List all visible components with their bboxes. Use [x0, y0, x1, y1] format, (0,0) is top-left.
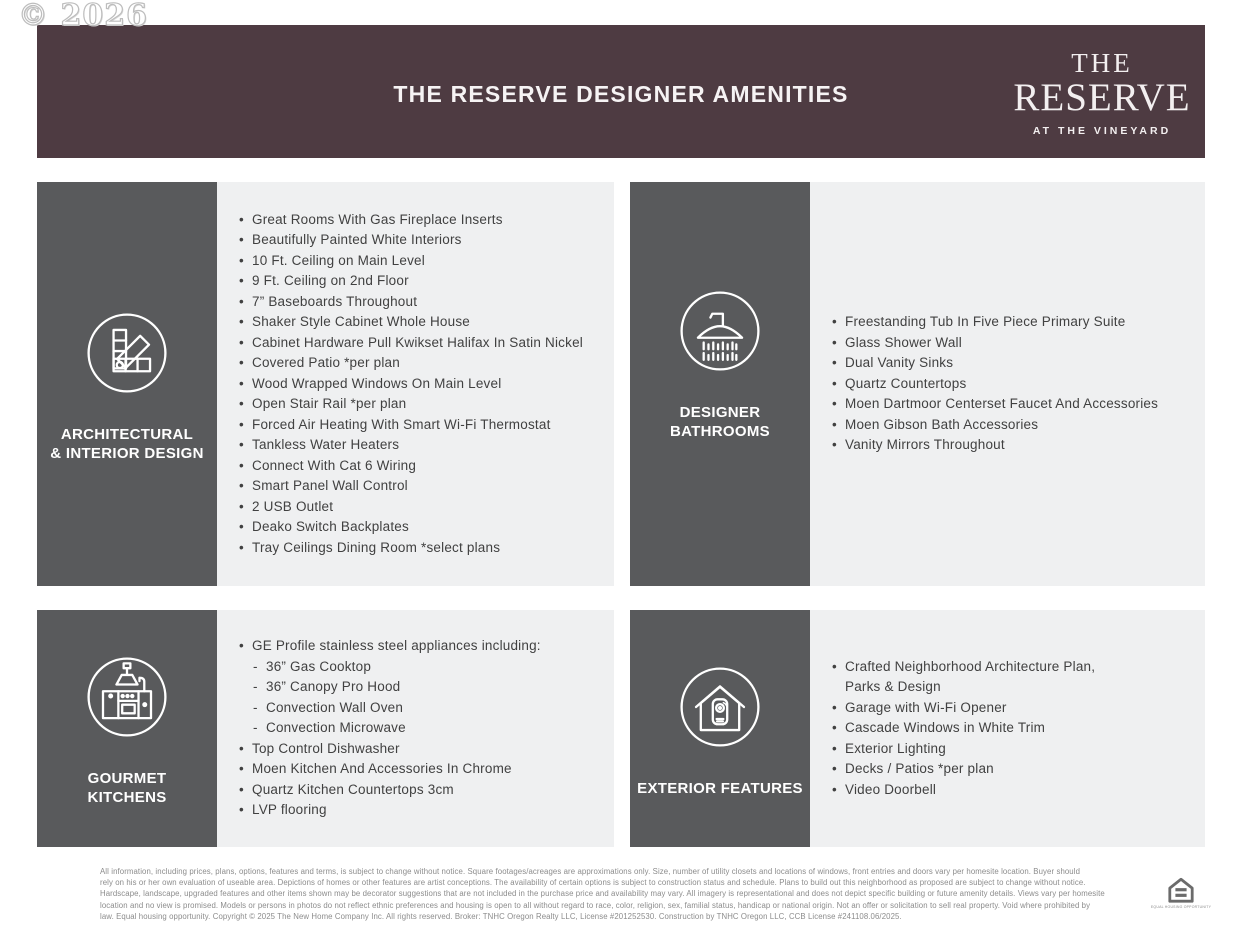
bullet-marker: • [239, 437, 244, 453]
list-item [832, 394, 1205, 415]
list-item [832, 759, 1205, 780]
list-item [239, 780, 614, 801]
list-item-text: Smart Panel Wall Control [252, 478, 408, 494]
bullet-marker: • [832, 437, 837, 453]
list-item-text: Video Doorbell [845, 781, 937, 797]
section-title-line: GOURMET [87, 770, 167, 788]
amenity-list [239, 636, 614, 821]
bullet-marker: • [239, 252, 244, 268]
bullet-marker: - [253, 658, 258, 674]
amenity-list [239, 210, 614, 559]
amenity-list [832, 657, 1205, 801]
bullet-marker: • [239, 375, 244, 391]
section-title [670, 404, 770, 442]
list-item [832, 698, 1205, 719]
section-title-line: ARCHITECTURAL [60, 425, 194, 443]
bullet-marker: • [832, 355, 837, 371]
list-item-text: 2 USB Outlet [252, 498, 334, 514]
list-item [832, 312, 1205, 333]
list-item [239, 374, 614, 395]
list-item-text: Deako Switch Backplates [252, 519, 409, 535]
amenity-list [832, 312, 1205, 456]
list-item-text: Tray Ceilings Dining Room *select plans [252, 539, 501, 555]
list-item-text: 9 Ft. Ceiling on 2nd Floor [252, 273, 409, 289]
section-title-line: BATHROOMS [670, 422, 770, 440]
house-doorbell-icon [672, 659, 768, 755]
list-item-text: Moen Kitchen And Accessories In Chrome [252, 761, 512, 777]
list-item [239, 312, 614, 333]
logo-line-reserve: RESERVE [1013, 76, 1191, 120]
list-item-text: Connect With Cat 6 Wiring [252, 457, 417, 473]
list-item-text: LVP flooring [252, 802, 327, 818]
list-item-text: Garage with Wi-Fi Opener [845, 699, 1007, 715]
list-item [239, 657, 614, 678]
kitchen-range-icon [79, 649, 175, 745]
section-title [87, 770, 166, 808]
list-item-text: Crafted Neighborhood Architecture Plan, Parks & Design [845, 658, 1096, 695]
bullet-marker: • [239, 761, 244, 777]
list-item [239, 333, 614, 354]
bullet-marker: • [832, 314, 837, 330]
list-item [239, 517, 614, 538]
bullet-marker: • [832, 375, 837, 391]
section-title-line: EXTERIOR FEATURES [637, 779, 803, 797]
bullet-marker: • [239, 416, 244, 432]
bullet-marker: • [832, 781, 837, 797]
list-item-text: Moen Dartmoor Centerset Faucet And Accessories [845, 396, 1159, 412]
list-item-text: Freestanding Tub In Five Piece Primary Suite [845, 314, 1126, 330]
logo-line-the: THE [1071, 48, 1133, 78]
list-item [239, 476, 614, 497]
section-label-panel [630, 610, 810, 847]
list-item-text: Vanity Mirrors Throughout [845, 437, 1005, 453]
list-item-text: Glass Shower Wall [845, 334, 962, 350]
list-item [239, 353, 614, 374]
list-item [239, 415, 614, 436]
list-item-text: Great Rooms With Gas Fireplace Inserts [252, 211, 503, 227]
disclaimer [100, 866, 1152, 922]
list-item-text: 36” Canopy Pro Hood [266, 679, 401, 695]
list-item [239, 800, 614, 821]
header-banner [37, 25, 1205, 158]
bullet-marker: • [239, 802, 244, 818]
section-exterior-features [630, 610, 1205, 847]
bullet-marker: • [239, 498, 244, 514]
list-item [239, 456, 614, 477]
bullet-marker: • [239, 457, 244, 473]
list-item-text: Shaker Style Cabinet Whole House [252, 314, 471, 330]
bullet-marker: • [239, 638, 244, 654]
list-item-text: Convection Wall Oven [266, 699, 404, 715]
section-title-line: KITCHENS [87, 789, 167, 806]
list-item [239, 251, 614, 272]
section-gourmet-kitchens [37, 610, 614, 847]
bullet-marker: - [253, 720, 258, 736]
bullet-marker: • [239, 293, 244, 309]
list-item [832, 739, 1205, 760]
section-content [217, 182, 614, 586]
list-item-text: Open Stair Rail *per plan [252, 396, 407, 412]
bullet-marker: • [832, 396, 837, 412]
equal-housing-house-icon [1166, 876, 1196, 904]
bullet-marker: - [253, 699, 258, 715]
disclaimer-line: location and no view is promised. Models or persons in photos do not reflect ethnic preferences and housing is open to all without regard to race, color, religion, sex, familial status, handicap or national origin. Not an offer or solicitation to sell real property. Void where prohibited by [100, 900, 1091, 910]
bullet-marker: • [832, 334, 837, 350]
bullet-marker: • [832, 699, 837, 715]
list-item-text: Beautifully Painted White Interiors [252, 232, 462, 248]
list-item-text: Wood Wrapped Windows On Main Level [252, 375, 502, 391]
bullet-marker: • [239, 396, 244, 412]
bullet-marker: • [239, 478, 244, 494]
section-label-panel [37, 610, 217, 847]
bullet-marker: • [239, 355, 244, 371]
bullet-marker: • [239, 781, 244, 797]
bullet-marker: • [239, 232, 244, 248]
section-title-line: & INTERIOR DESIGN [50, 444, 204, 462]
list-item [239, 271, 614, 292]
list-item-text: 10 Ft. Ceiling on Main Level [252, 252, 425, 268]
section-title [50, 426, 203, 464]
bullet-marker: • [239, 519, 244, 535]
disclaimer-line: Hardscape, landscape, upgraded features and other items shown may be decorator suggestions that are not included in the purchase price and availability may vary. All imagery is representational and does not depict specific building or future amenity details. Views vary per homesite [100, 889, 1105, 899]
equal-housing-logo [1150, 876, 1212, 909]
list-item [239, 497, 614, 518]
list-item-text: Cascade Windows in White Trim [845, 720, 1046, 736]
list-item [832, 657, 1205, 698]
logo-tagline: AT THE VINEYARD [1032, 125, 1172, 138]
bullet-marker: • [239, 539, 244, 555]
list-item-text: Convection Microwave [266, 720, 406, 736]
bullet-marker: • [239, 211, 244, 227]
reserve-logo [1013, 48, 1191, 138]
list-item-text: 7” Baseboards Throughout [252, 293, 418, 309]
list-item [832, 435, 1205, 456]
list-item [832, 333, 1205, 354]
list-item-text: 36” Gas Cooktop [266, 658, 372, 674]
shower-icon [672, 283, 768, 379]
disclaimer-line: All information, including prices, plans, options, features and terms, is subject to change without notice. Square footages/acreages are approximations only. Size, number of utility closets and locations of windows, front entries and doors vary per homesite location. Buyer should [100, 867, 1081, 876]
list-item [239, 698, 614, 719]
list-item [239, 759, 614, 780]
list-item-text: GE Profile stainless steel appliances including: [252, 638, 541, 654]
equal-housing-label: EQUAL HOUSING OPPORTUNITY [1150, 905, 1212, 909]
list-item-text: Moen Gibson Bath Accessories [845, 416, 1039, 432]
list-item [239, 739, 614, 760]
list-item-text: Quartz Kitchen Countertops 3cm [252, 781, 454, 797]
disclaimer-line: law. Equal housing opportunity. Copyright © 2025 The New Home Company Inc. All rights reserved. Broker: TNHC Oregon Realty LLC, License #201252530. Construction by TNHC Oregon LLC, CCB License #241108.06/2025. [100, 911, 902, 921]
section-title [637, 780, 803, 799]
list-item [832, 780, 1205, 801]
section-architectural-interior-design [37, 182, 614, 586]
paint-swatches-icon [79, 305, 175, 401]
bullet-marker: • [832, 761, 837, 777]
list-item-text: Cabinet Hardware Pull Kwikset Halifax In Satin Nickel [252, 334, 583, 350]
list-item [832, 374, 1205, 395]
list-item-text: Top Control Dishwasher [252, 740, 400, 756]
list-item-text: Decks / Patios *per plan [845, 761, 994, 777]
section-content [810, 610, 1205, 847]
copyright-watermark: © 2026 [18, 0, 148, 33]
section-label-panel [630, 182, 810, 586]
list-item-text: Forced Air Heating With Smart Wi-Fi Thermostat [252, 416, 551, 432]
bullet-marker: • [239, 314, 244, 330]
page-title: THE RESERVE DESIGNER AMENITIES [393, 81, 849, 107]
bullet-marker: • [239, 740, 244, 756]
disclaimer-line: rely on his or her own evaluation of useable area. Depictions of homes or other features are artist conceptions. The availability of certain options is subject to construction status and schedule. Plans to build out this neighborhood as proposed are subject to change without notice. [100, 878, 1086, 888]
bullet-marker: • [832, 740, 837, 756]
section-content [810, 182, 1205, 586]
list-item-text: Quartz Countertops [845, 375, 967, 391]
list-item-text: Covered Patio *per plan [252, 355, 400, 371]
bullet-marker: • [832, 658, 837, 674]
section-label-panel [37, 182, 217, 586]
list-item [832, 353, 1205, 374]
section-title-line: DESIGNER [679, 403, 761, 421]
list-item [239, 718, 614, 739]
bullet-marker: - [253, 679, 258, 695]
bullet-marker: • [239, 273, 244, 289]
bullet-marker: • [239, 334, 244, 350]
section-content [217, 610, 614, 847]
list-item [239, 394, 614, 415]
bullet-marker: • [832, 720, 837, 736]
list-item [832, 718, 1205, 739]
list-item [239, 677, 614, 698]
list-item-text: Tankless Water Heaters [252, 437, 400, 453]
list-item [239, 435, 614, 456]
list-item [239, 230, 614, 251]
list-item-text: Exterior Lighting [845, 740, 946, 756]
list-item [832, 415, 1205, 436]
list-item-text: Dual Vanity Sinks [845, 355, 954, 371]
list-item [239, 538, 614, 559]
list-item [239, 210, 614, 231]
bullet-marker: • [832, 416, 837, 432]
section-designer-bathrooms [630, 182, 1205, 586]
list-item [239, 292, 614, 313]
list-item [239, 636, 614, 657]
